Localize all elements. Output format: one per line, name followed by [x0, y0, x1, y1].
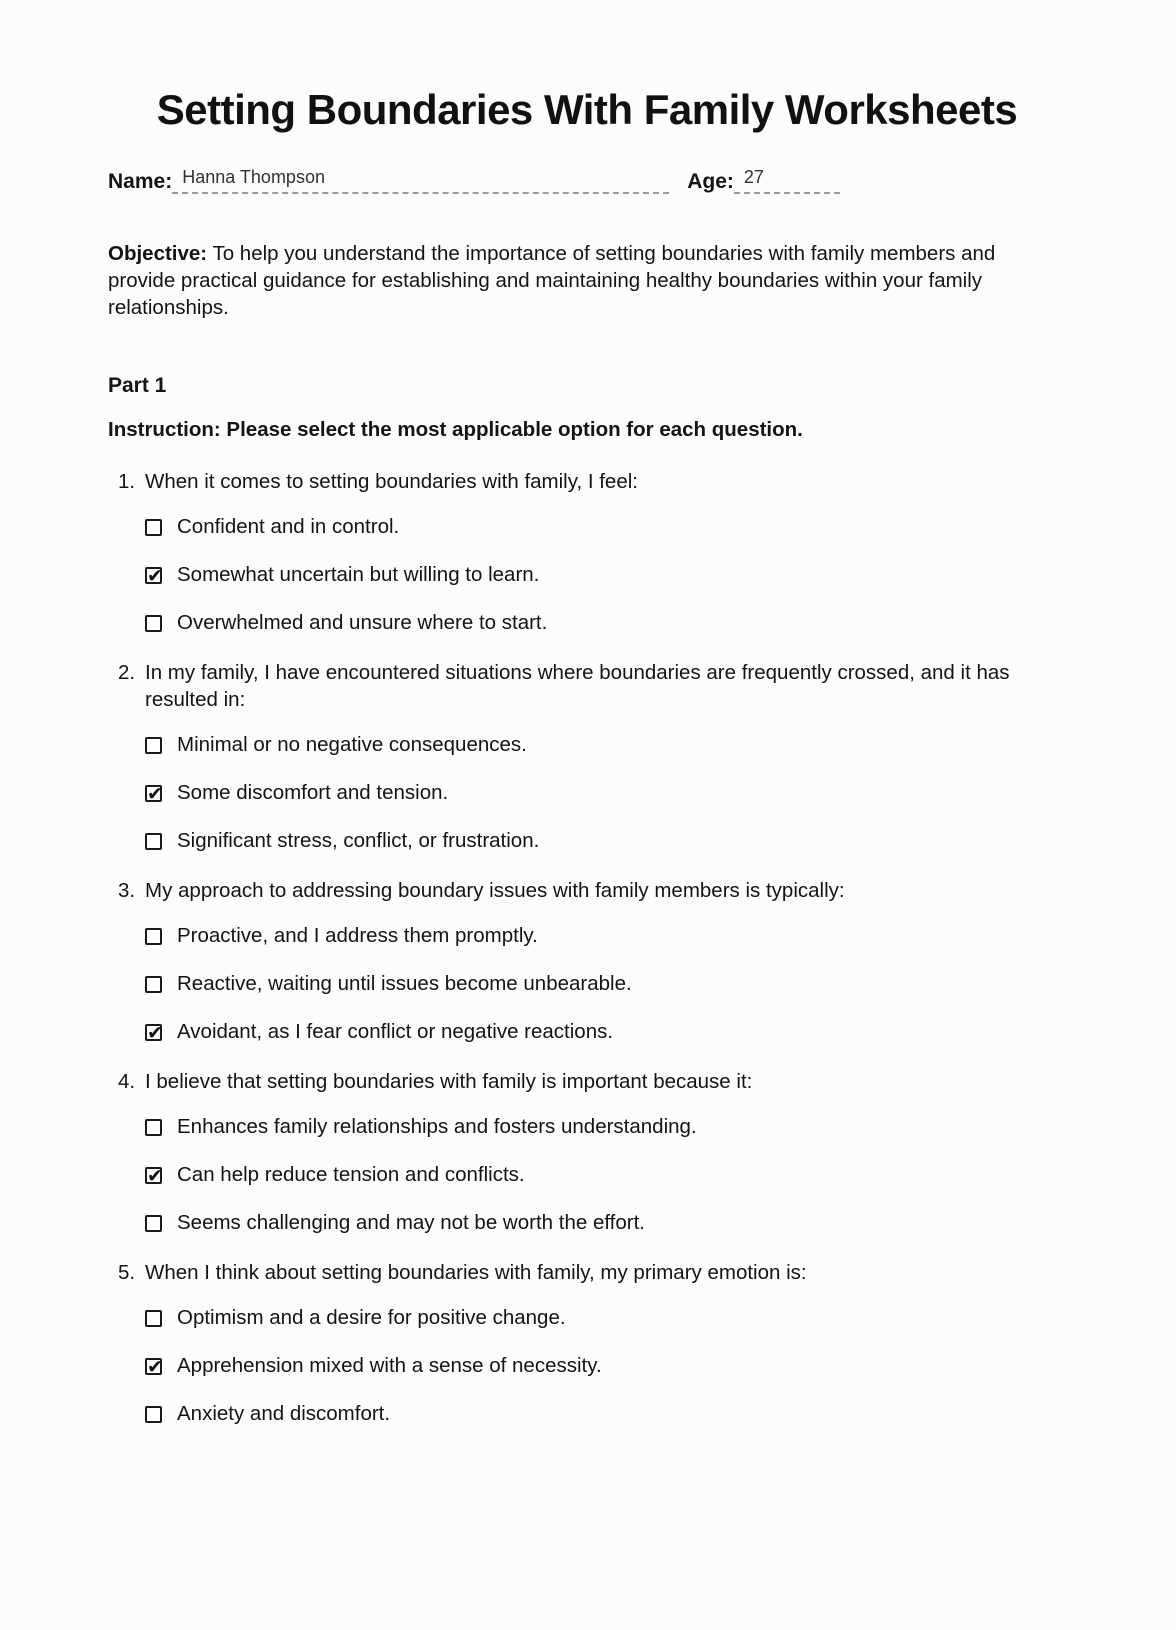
q1-option-2-checkbox[interactable] — [145, 567, 162, 584]
q4-option-2-checkbox[interactable] — [145, 1167, 162, 1184]
q1-option-1-checkbox[interactable] — [145, 519, 162, 536]
q4-option-1-checkbox[interactable] — [145, 1119, 162, 1136]
question-5 — [108, 1259, 1066, 1427]
objective-paragraph — [108, 240, 1023, 322]
option-label: Optimism and a desire for positive change. — [177, 1306, 566, 1330]
q4-option-2[interactable] — [145, 1163, 1066, 1188]
option-label: Proactive, and I address them promptly. — [177, 924, 538, 948]
option-label: Anxiety and discomfort. — [177, 1402, 391, 1426]
q5-option-3[interactable] — [145, 1402, 1066, 1427]
question-number: 4. — [118, 1069, 136, 1093]
q2-option-3[interactable] — [145, 829, 1066, 854]
q3-option-1-checkbox[interactable] — [145, 928, 162, 945]
q1-option-3[interactable] — [145, 611, 1066, 636]
question-1 — [108, 468, 1066, 636]
q3-option-1[interactable] — [145, 924, 1066, 949]
option-label: Some discomfort and tension. — [177, 781, 449, 805]
question-4 — [108, 1068, 1066, 1236]
part1-heading: Part 1 — [108, 373, 167, 397]
part1-instruction: Instruction: Please select the most applicable option for each question. — [108, 417, 803, 441]
question-number: 5. — [118, 1260, 136, 1284]
age-label: Age: — [687, 169, 734, 193]
q1-option-1[interactable] — [145, 515, 1066, 540]
question-5-text: 5. When I think about setting boundaries with family, my primary emotion is: — [108, 1259, 1020, 1286]
option-label: Somewhat uncertain but willing to learn. — [177, 563, 540, 587]
q2-option-2[interactable] — [145, 781, 1066, 806]
page-title: Setting Boundaries With Family Worksheets — [156, 86, 1018, 133]
q3-option-3-checkbox[interactable] — [145, 1024, 162, 1041]
option-label: Minimal or no negative consequences. — [177, 733, 527, 757]
option-label: Confident and in control. — [177, 515, 400, 539]
question-2-text: 2. In my family, I have encountered situations where boundaries are frequently crossed, and it has resulted in: — [108, 659, 1020, 713]
q2-option-3-checkbox[interactable] — [145, 833, 162, 850]
q3-option-2-checkbox[interactable] — [145, 976, 162, 993]
q5-option-1[interactable] — [145, 1306, 1066, 1331]
name-label: Name: — [108, 169, 173, 193]
q2-option-1[interactable] — [145, 733, 1066, 758]
option-label: Can help reduce tension and conflicts. — [177, 1163, 525, 1187]
option-label: Significant stress, conflict, or frustration. — [177, 829, 540, 853]
name-field[interactable]: Hanna Thompson — [172, 168, 669, 194]
q2-option-1-checkbox[interactable] — [145, 737, 162, 754]
question-number: 2. — [118, 660, 136, 684]
name-age-row — [108, 168, 1066, 194]
q4-option-1[interactable] — [145, 1115, 1066, 1140]
question-number: 1. — [118, 469, 136, 493]
question-3 — [108, 877, 1066, 1045]
option-label: Overwhelmed and unsure where to start. — [177, 611, 548, 635]
question-1-text: 1. When it comes to setting boundaries with family, I feel: — [108, 468, 1020, 495]
age-field[interactable]: 27 — [734, 168, 840, 194]
q5-option-2[interactable] — [145, 1354, 1066, 1379]
q1-option-2[interactable] — [145, 563, 1066, 588]
q4-option-3-checkbox[interactable] — [145, 1215, 162, 1232]
question-2 — [108, 659, 1066, 854]
option-label: Enhances family relationships and fosters understanding. — [177, 1115, 697, 1139]
q5-option-1-checkbox[interactable] — [145, 1310, 162, 1327]
question-4-text: 4. I believe that setting boundaries with family is important because it: — [108, 1068, 1020, 1095]
option-label: Reactive, waiting until issues become unbearable. — [177, 972, 632, 996]
q1-option-3-checkbox[interactable] — [145, 615, 162, 632]
objective-label: Objective: — [108, 241, 208, 265]
question-number: 3. — [118, 878, 136, 902]
q2-option-2-checkbox[interactable] — [145, 785, 162, 802]
option-label: Seems challenging and may not be worth the effort. — [177, 1211, 645, 1235]
q5-option-2-checkbox[interactable] — [145, 1358, 162, 1375]
q3-option-3[interactable] — [145, 1020, 1066, 1045]
q3-option-2[interactable] — [145, 972, 1066, 997]
q4-option-3[interactable] — [145, 1211, 1066, 1236]
q5-option-3-checkbox[interactable] — [145, 1406, 162, 1423]
question-3-text: 3. My approach to addressing boundary issues with family members is typically: — [108, 877, 1020, 904]
option-label: Apprehension mixed with a sense of necessity. — [177, 1354, 602, 1378]
objective-text: To help you understand the importance of setting boundaries with family members and provide practical guidance for establishing and maintaining healthy boundaries within your family relationships. — [108, 241, 996, 320]
option-label: Avoidant, as I fear conflict or negative reactions. — [177, 1020, 614, 1044]
